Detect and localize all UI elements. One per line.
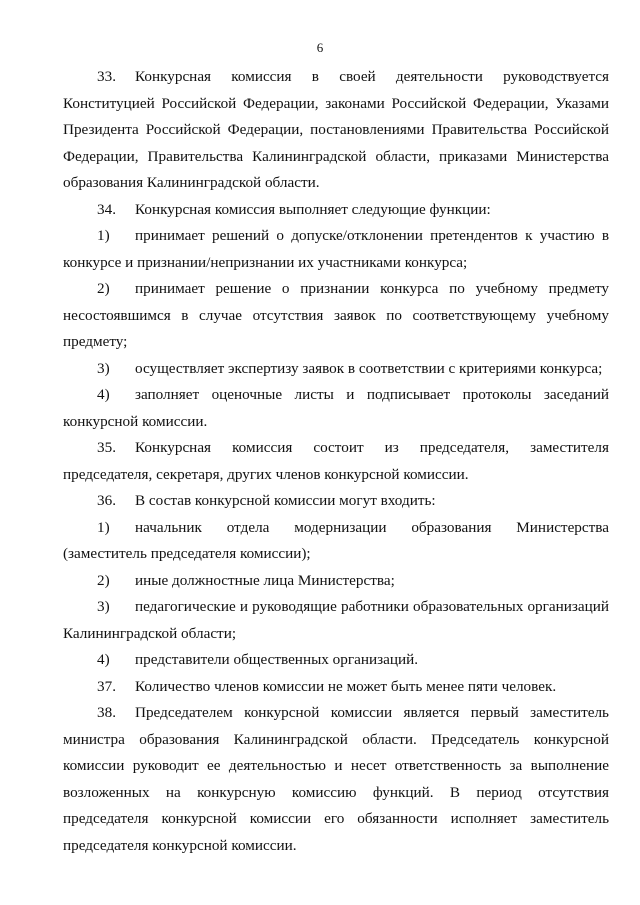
paragraph-35 bbox=[63, 435, 609, 488]
list-item-number: 3) bbox=[97, 598, 110, 615]
document-body bbox=[63, 64, 609, 859]
paragraph-36 bbox=[63, 488, 609, 515]
list-item-text: принимает решение о признании конкурса по учебному предмету несостоявшимся в случае отсутствия заявок по соответствующему учебному предмету; bbox=[63, 280, 609, 350]
list-item-text: представители общественных организаций. bbox=[135, 651, 418, 668]
paragraph-text: Конкурсная комиссия выполняет следующие функции: bbox=[135, 200, 491, 218]
list-item-36-4 bbox=[63, 647, 609, 674]
list-item-number: 2) bbox=[97, 280, 110, 297]
list-item-number: 4) bbox=[97, 651, 110, 668]
list-item-number: 1) bbox=[97, 227, 110, 244]
list-item-text: принимает решений о допуске/отклонении претендентов к участию в конкурсе и признании/непризнании их участниками конкурса; bbox=[63, 227, 609, 271]
paragraph-text: Количество членов комиссии не может быть менее пяти человек. bbox=[135, 677, 557, 695]
paragraph-number: 33. bbox=[97, 68, 116, 85]
list-item-text: начальник отдела модернизации образования Министерства (заместитель председателя комиссии); bbox=[63, 518, 609, 562]
list-item-number: 3) bbox=[97, 359, 110, 377]
list-item-text: заполняет оценочные листы и подписывает протоколы заседаний конкурсной комиссии. bbox=[63, 386, 609, 430]
page-number: 6 bbox=[316, 40, 324, 55]
list-item-number: 2) bbox=[97, 571, 110, 589]
paragraph-37 bbox=[63, 674, 609, 701]
list-item-34-4 bbox=[63, 382, 609, 435]
list-item-34-3 bbox=[63, 356, 609, 383]
paragraph-number: 37. bbox=[97, 677, 116, 695]
list-item-text: педагогические и руководящие работники образовательных организаций Калининградской области; bbox=[63, 598, 609, 642]
list-item-text: осуществляет экспертизу заявок в соответствии с критериями конкурса; bbox=[135, 359, 603, 377]
paragraph-number: 38. bbox=[97, 704, 116, 721]
list-item-text: иные должностные лица Министерства; bbox=[135, 571, 395, 589]
paragraph-number: 35. bbox=[97, 439, 116, 456]
list-item-number: 4) bbox=[97, 386, 110, 403]
list-item-36-2 bbox=[63, 568, 609, 595]
paragraph-text: Председателем конкурсной комиссии является первый заместитель министра образования Калининградской области. Председатель конкурсной комиссии руководит ее деятельностью и несет ответственность за выполнение возложенных на конкурсную комиссию функций. В период отсутствия председателя конкурсной комиссии его обязанности исполняет заместитель председателя конкурсной комиссии. bbox=[63, 704, 609, 854]
paragraph-34 bbox=[63, 197, 609, 224]
paragraph-number: 34. bbox=[97, 200, 116, 218]
list-item-34-1 bbox=[63, 223, 609, 276]
list-item-36-1 bbox=[63, 515, 609, 568]
list-item-36-3 bbox=[63, 594, 609, 647]
paragraph-number: 36. bbox=[97, 492, 116, 509]
paragraph-text: Конкурсная комиссия состоит из председателя, заместителя председателя, секретаря, других членов конкурсной комиссии. bbox=[63, 439, 609, 483]
paragraph-text: Конкурсная комиссия в своей деятельности руководствуется Конституцией Российской Федерации, законами Российской Федерации, Указами Президента Российской Федерации, постановлениями Правительства Российской Федерации, Правительства Калининградской области, приказами Министерства образования Калининградской области. bbox=[63, 68, 609, 191]
list-item-34-2 bbox=[63, 276, 609, 356]
paragraph-38 bbox=[63, 700, 609, 859]
list-item-number: 1) bbox=[97, 518, 110, 536]
paragraph-33 bbox=[63, 64, 609, 197]
paragraph-text: В состав конкурсной комиссии могут входить: bbox=[135, 492, 436, 509]
